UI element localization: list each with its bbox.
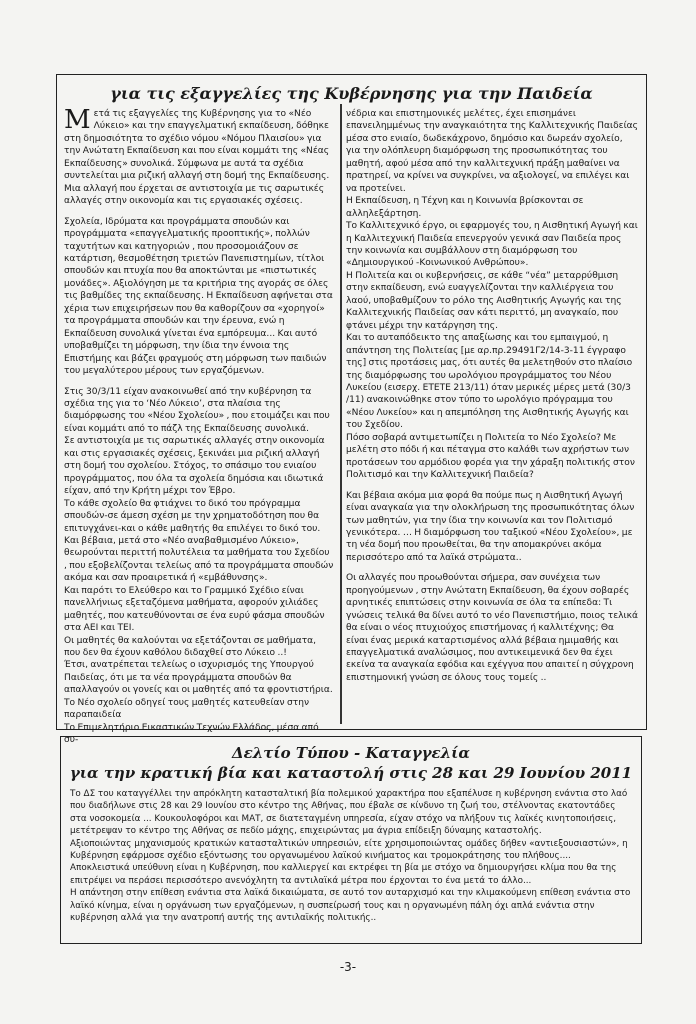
press-release-subtitle: για την κρατική βία και καταστολή στις 28 και 29 Ιουνίου 2011 <box>69 764 633 782</box>
article-paragraph: Μετά τις εξαγγελίες της Κυβέρνησης για το «Νέο Λύκειο» και την επαγγελματική εκπαίδευση, δόθηκε στη δημοσιότητα το σχέδιο νόμου «Νόμου Πλαισίου» για την Ανώτατη Εκπαίδευση και που είναι κομμάτι της «Νέας Εκπαίδευσης» συνολικά. Σύμφωνα με αυτά τα σχέδια συντελείται μια ριζική αλλαγή στη δομή της Εκπαίδευσης. Μια αλλαγή που έρχεται σε αντιστοιχία με τις σαρωτικές αλλαγές στην οικονομία και τις εργασιακές σχέσεις. <box>64 105 330 207</box>
article-paragraph: Και βέβαια ακόμα μια φορά θα πούμε πως η Αισθητική Αγωγή είναι αναγκαία για την ολοκλήρωση της προσωπικότητας όλων των μαθητών, για την ίδια την κοινωνία και τον Πολιτισμό γενικότερα. … Η διαμόρφωση του ταξικού «Νέου Σχολείου», με τη νέα δομή που προωθείται, θα την απομακρύνει ακόμα περισσότερο από τα λαϊκά στρώματα.. <box>346 490 635 563</box>
press-paragraph: Η απάντηση στην επίθεση ενάντια στα λαϊκά δικαιώματα, σε αυτό τον αυταρχισμό και την κλιμακούμενη επίθεση ενάντια στο λαϊκό κίνημα, είναι η οργάνωση των εργαζόμενων, η συσπείρωσή τους και η οργανωμένη πάλη όχι απλά ενάντια στην κυβέρνηση αλλά για την ανατροπή αυτής της αντιλαϊκής πολιτικής.. <box>70 888 631 924</box>
article-paragraph: Πόσο σοβαρά αντιμετωπίζει η Πολιτεία το Νέο Σχολείο? Με μελέτη στο πόδι ή και πέταγμα στο καλάθι των αχρήστων των προτάσεων του αρμόδιου φορέα για την χάραξη πολιτικής στον Πολιτισμό και την Καλλιτεχνική Παιδεία? <box>346 432 635 481</box>
article-left-column <box>64 105 334 746</box>
article-paragraph: Το Καλλιτεχνικό έργο, οι εφαρμογές του, η Αισθητική Αγωγή και η Καλλιτεχνική Παιδεία επενεργούν γενικά σαν Παιδεία προς την κοινωνία και συμβάλλουν στη διαμόρφωση του «Δημιουργικού -Κοινωνικού Ανθρώπου». <box>346 221 638 269</box>
article-paragraph: Οι αλλαγές που προωθούνται σήμερα, σαν συνέχεια των προηγούμενων , στην Ανώτατη Εκπαίδευση, θα έχουν σοβαρές αρνητικές επιπτώσεις στην κοινωνία σε όλα τα επίπεδα: Τι γνώσεις τελικά θα δίνει αυτό το νέο Πανεπιστήμιο, ποιος τελικά θα είναι ο νέος πτυχιούχος επιστήμονας ή καλλιτέχνης; Θα είναι ένας μερικά καταρτισμένος αλλά βέβαια ημιμαθής και επαγγελματικά αναλώσιμος, που αντικειμενικά δεν θα έχει εκείνα τα αναγκαία εφόδια και εχέγγυα που απαιτεί η σύγχρονη επιστημονική γνώση σε όλους τους τομείς .. <box>346 573 638 683</box>
press-release-title: Δελτίο Τύπου - Καταγγελία <box>232 744 470 762</box>
drop-cap: Μ <box>64 105 91 135</box>
article-paragraph: Το Επιμελητήριο Εικαστικών Τεχνών Ελλάδος, μέσα από συ- <box>64 722 319 746</box>
article-paragraph: Σχολεία, Ιδρύματα και προγράμματα σπουδών και προγράμματα «επαγγελματικής προοπτικής», πολλών ταχυτήτων και κατηγοριών , που προσομοιάζουν σε κατάρτιση, θεσμοθέτηση τριετών Πανεπιστημίων, τίτλοι σπουδών και πτυχία που θα αποκτώνται με «πιστωτικές μονάδες». Αξιολόγηση με τα κριτήρια της αγοράς σε όλες τις βαθμίδες της εκπαίδευσης. Η Εκπαίδευση αφήνεται στα χέρια των επιχειρήσεων που θα καθορίζουν σα «χορηγοί» τα προγράμματα σπουδών και την έρευνα, ενώ η Εκπαίδευση συνολικά γίνεται ένα εμπόρευμα... Και αυτό υποβαθμίζει τη μόρφωση, την ίδια την έννοια της Επιστήμης και βάζει φραγμούς στη μόρφωση των παιδιών του μεγαλύτερου μέρους των εργαζόμενων. <box>64 216 333 377</box>
article-paragraph: Οι μαθητές θα καλούνται να εξετάζονται σε μαθήματα, που δεν θα έχουν καθόλου διδαχθεί στο Λύκειο ..! <box>64 635 317 659</box>
article-paragraph: Και βέβαια, μετά στο «Νέο αναβαθμισμένο Λύκειο», θεωρούνται περιττή πολυτέλεια τα μαθήματα του Σχεδίου , που εξοβελίζονται τελείως από τα προγράμματα σπουδών ακόμα και σαν προαιρετικά ή «εμβάθυνσης». <box>64 535 334 584</box>
article-right-column <box>346 108 638 726</box>
article-paragraph: Και παρότι το Ελεύθερο και το Γραμμικό Σχέδιο είναι πανελλήνιως εξεταζόμενα μαθήματα, αφορούν χιλιάδες μαθητές, που κατευθύνονται σε ένα ευρύ φάσμα σπουδών στα ΑΕΙ και ΤΕΙ. <box>64 585 325 634</box>
article-paragraph: Η Εκπαίδευση, η Τέχνη και η Κοινωνία βρίσκονται σε αλληλεξάρτηση. <box>346 196 584 219</box>
column-divider <box>340 104 342 724</box>
article-paragraph: Έτσι, ανατρέπεται τελείως ο ισχυρισμός της Υπουργού Παιδείας, ότι με τα νέα προγράμματα σπουδών θα απαλλαγούν οι γονείς και οι μαθητές από τα φροντιστήρια. Το Νέο σχολείο οδηγεί τους μαθητές κατευθείαν στην παραπαιδεία <box>64 660 333 721</box>
article-paragraph: Και το αυταπόδεικτο της απαξίωσης και του εμπαιγμού, η απάντηση της Πολιτείας [με αρ.πρ.29491Γ2/14-3-11 έγγραφο της] στις προτάσεις μας, ότι αυτές θα μελετηθούν στο πλαίσιο της διαμόρφωσης του ωρολόγιου προγράμματος του Νέου Λυκείου (εισερχ. ΕΤΕΤΕ 213/11) όταν μερικές μέρες μετά (30/3 /11) ανακοινώθηκε στον τύπο το ωρολόγιο πρόγραμμα του «Νέου Λυκείου» και η απεμπόληση της Αισθητικής Αγωγής και του Σχεδίου. <box>346 333 633 431</box>
press-release-body <box>70 788 632 924</box>
article-paragraph: Σε αντιστοιχία με τις σαρωτικές αλλαγές στην οικονομία και στις εργασιακές σχέσεις, ξεκινάει μια ριζική αλλαγή στη δομή του σχολείου. Στόχος, το σπάσιμο του ενιαίου προγράμματος, που όλα τα σχολεία δημόσια και ιδιωτικά είχαν, από την Κρήτη μέχρι τον Έβρο. <box>64 436 325 497</box>
press-paragraph: Αξιοποιώντας μηχανισμούς κρατικών κατασταλτικών υπηρεσιών, είτε χρησιμοποιώντας ομάδες δήθεν «αντιεξουσιαστών», η Κυβέρνηση εφάρμοσε σχέδιο εξόντωσης του οργανωμένου λαϊκού κινήματος και τρομοκράτησης του πλήθους.... <box>70 838 628 862</box>
press-paragraph: Αποκλειστικά υπεύθυνη είναι η Κυβέρνηση, που καλλιεργεί και εκτρέφει τη βία με στόχο να δημιουργήσει κλίμα που θα της επιτρέψει να περάσει περισσότερο ανενόχλητη τα αντιλαϊκά μέτρα που έρχονται το ένα μετά το άλλο... <box>70 863 617 886</box>
article-title: για τις εξαγγελίες της Κυβέρνησης για την Παιδεία <box>110 84 593 103</box>
article-paragraph: Στις 30/3/11 είχαν ανακοινωθεί από την κυβέρνηση τα σχέδια της για το ‘Νέο Λύκειο’, στα πλαίσια της διαμόρφωσης του «Νέου Σχολείου» , που ετοιμάζει και που είναι κομμάτι από το πάζλ της Εκπαίδευσης συνολικά. <box>64 386 330 434</box>
page-number: -3- <box>339 960 357 974</box>
article-paragraph: Το κάθε σχολείο θα φτιάχνει το δικό του πρόγραμμα σπουδών-σε άμεση σχέση με την χρηματοδότηση που θα επιτυγχάνει-και ο κάθε μαθητής θα επιλέγει το δικό του. <box>64 498 321 534</box>
press-paragraph: Το ΔΣ του καταγγέλλει την απρόκλητη κατασταλτική βία πολεμικού χαρακτήρα που εξαπέλυσε η κυβέρνηση ενάντια στο λαό που διαδήλωνε στις 28 και 29 Ιουνίου στο κέντρο της Αθήνας, που έβαλε σε κίνδυνο τη ζωή του, στέλνοντας εκατοντάδες στα νοσοκομεία ... Κουκουλοφόροι και ΜΑΤ, σε διατεταγμένη υπηρεσία, είχαν στόχο να πλήξουν τις λαϊκές κινητοποιήσεις, μετέτρεψαν το κέντρο της Αθήνας σε πεδίο μάχης, επιχειρώντας μα άγρια επίδειξη δύναμης καταστολής. <box>70 789 628 837</box>
article-paragraph: νέδρια και επιστημονικές μελέτες, έχει επισημάνει επανειλημμένως την αναγκαιότητα της Καλλιτεχνικής Παιδείας μέσα στο ενιαίο, δωδεκάχρονο, δημόσιο και δωρεάν σχολείο, για την ολόπλευρη διαμόρφωση της προσωπικότητας του μαθητή, αφού μέσα από την καλλιτεχνική πράξη μαθαίνει να πρατηρεί, να κρίνει να συγκρίνει, να αξιολογεί, να επιλέγει και να προτείνει. <box>346 109 638 194</box>
article-paragraph: Η Πολιτεία και οι κυβερνήσεις, σε κάθε “νέα” μεταρρύθμιση στην εκπαίδευση, ενώ ευαγγελίζονται την καλλιέργεια του λαού, υποβαθμίζουν το ρόλο της Αισθητικής Αγωγής και της Καλλιτεχνικής Παιδείας σαν κάτι περιττό, μη αναγκαίο, που φτάνει μέχρι την κατάργηση της. <box>346 270 622 331</box>
